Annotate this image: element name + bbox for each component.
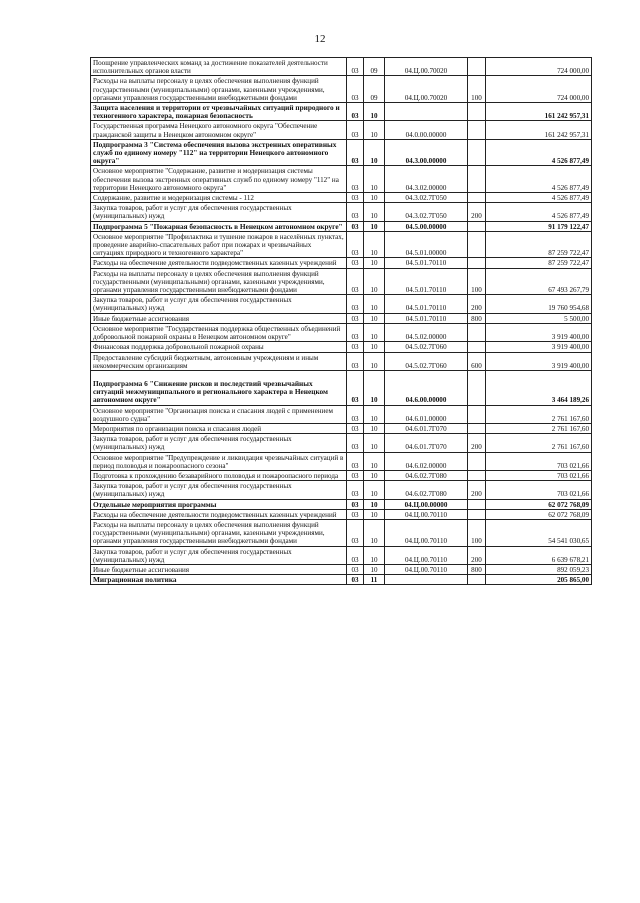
expense-type-cell: [468, 452, 486, 470]
row-name-cell: Предоставление субсидий бюджетным, автономным учреждениям и иным некоммерческим организациям: [91, 352, 347, 370]
row-name-cell: Миграционная политика: [91, 575, 347, 585]
table-row: [91, 166, 592, 193]
expense-type-cell: [468, 193, 486, 203]
amount-cell: 892 059,23: [486, 564, 592, 574]
table-row: [91, 313, 592, 323]
expense-type-cell: [468, 103, 486, 121]
amount-cell: 161 242 957,31: [486, 103, 592, 121]
budget-table: [90, 57, 592, 585]
row-name-cell: Содержание, развитие и модернизация системы - 112: [91, 193, 347, 203]
expense-type-cell: 100: [468, 268, 486, 295]
section-code-cell: 03: [347, 313, 364, 323]
expense-type-cell: [468, 323, 486, 341]
amount-cell: 724 000,00: [486, 58, 592, 76]
row-name-cell: Защита населения и территории от чрезвычайных ситуаций природного и техногенного характера, пожарная безопасность: [91, 103, 347, 121]
amount-cell: 3 464 189,26: [486, 370, 592, 405]
target-article-cell: 04.5.02.7Г060: [385, 342, 468, 352]
expense-type-cell: 100: [468, 519, 486, 546]
section-code-cell: 03: [347, 564, 364, 574]
target-article-cell: 04.5.01.70110: [385, 268, 468, 295]
subsection-code-cell: 09: [364, 76, 385, 103]
row-name-cell: Подпрограмма 6 "Снижение рисков и последствий чрезвычайных ситуаций межмуниципального и регионального характера в Ненецком автономном округе": [91, 370, 347, 405]
row-name-cell: Государственная программа Ненецкого автономного округа "Обеспечение гражданской защиты в Ненецком автономном округе": [91, 121, 347, 139]
target-article-cell: 04.Ц.00.70020: [385, 76, 468, 103]
row-name-cell: Расходы на выплаты персоналу в целях обеспечения выполнения функций государственными (муниципальными) органами, казенными учреждениями, органами управления государственными внебюджетными фондами: [91, 519, 347, 546]
table-row: [91, 470, 592, 480]
row-name-cell: Основное мероприятие "Предупреждение и ликвидация чрезвычайных ситуаций в период половодья и пожароопасного сезона": [91, 452, 347, 470]
target-article-cell: [385, 575, 468, 585]
target-article-cell: 04.Ц.00.70110: [385, 546, 468, 564]
subsection-code-cell: 10: [364, 519, 385, 546]
row-name-cell: Расходы на обеспечение деятельности подведомственных казенных учреждений: [91, 258, 347, 268]
subsection-code-cell: 10: [364, 405, 385, 423]
row-name-cell: Поощрение управленческих команд за достижение показателей деятельности исполнительных органов власти: [91, 58, 347, 76]
subsection-code-cell: 10: [364, 221, 385, 231]
subsection-code-cell: 10: [364, 499, 385, 509]
table-row: [91, 58, 592, 76]
table-row: [91, 342, 592, 352]
expense-type-cell: [468, 139, 486, 166]
row-name-cell: Расходы на обеспечение деятельности подведомственных казенных учреждений: [91, 509, 347, 519]
target-article-cell: 04.6.01.7Г070: [385, 423, 468, 433]
section-code-cell: 03: [347, 203, 364, 221]
section-code-cell: 03: [347, 268, 364, 295]
amount-cell: 87 259 722,47: [486, 258, 592, 268]
subsection-code-cell: 10: [364, 370, 385, 405]
expense-type-cell: [468, 258, 486, 268]
table-row: [91, 203, 592, 221]
row-name-cell: Подпрограмма 5 "Пожарная безопасность в Ненецком автономном округе": [91, 221, 347, 231]
row-name-cell: Подготовка к прохождению безаварийного половодья и пожароопасного периода: [91, 470, 347, 480]
expense-type-cell: [468, 121, 486, 139]
section-code-cell: 03: [347, 295, 364, 313]
section-code-cell: 03: [347, 231, 364, 258]
target-article-cell: 04.6.02.7Г080: [385, 470, 468, 480]
table-row: [91, 76, 592, 103]
amount-cell: 67 493 267,79: [486, 268, 592, 295]
page-number: 12: [314, 33, 326, 45]
section-code-cell: 03: [347, 58, 364, 76]
amount-cell: 205 865,00: [486, 575, 592, 585]
expense-type-cell: [468, 423, 486, 433]
amount-cell: 3 919 400,00: [486, 342, 592, 352]
section-code-cell: 03: [347, 546, 364, 564]
amount-cell: 5 500,00: [486, 313, 592, 323]
target-article-cell: 04.5.01.70110: [385, 313, 468, 323]
amount-cell: 703 021,66: [486, 470, 592, 480]
table-row: [91, 564, 592, 574]
expense-type-cell: 800: [468, 564, 486, 574]
target-article-cell: 04.5.02.00000: [385, 323, 468, 341]
section-code-cell: 03: [347, 575, 364, 585]
amount-cell: 54 541 030,65: [486, 519, 592, 546]
row-name-cell: Закупка товаров, работ и услуг для обеспечения государственных (муниципальных) нужд: [91, 434, 347, 452]
subsection-code-cell: 10: [364, 258, 385, 268]
subsection-code-cell: 10: [364, 470, 385, 480]
target-article-cell: 04.3.02.7Г050: [385, 203, 468, 221]
section-code-cell: 03: [347, 323, 364, 341]
section-code-cell: 03: [347, 121, 364, 139]
expense-type-cell: 800: [468, 313, 486, 323]
row-name-cell: Расходы на выплаты персоналу в целях обеспечения выполнения функций государственными (муниципальными) органами, казенными учреждениями, органами управления государственными внебюджетными фондами: [91, 76, 347, 103]
subsection-code-cell: 10: [364, 509, 385, 519]
target-article-cell: 04.Ц.00.70110: [385, 519, 468, 546]
table-row: [91, 499, 592, 509]
subsection-code-cell: 10: [364, 139, 385, 166]
expense-type-cell: [468, 470, 486, 480]
subsection-code-cell: 10: [364, 423, 385, 433]
target-article-cell: 04.Ц.00.70110: [385, 509, 468, 519]
amount-cell: 703 021,66: [486, 452, 592, 470]
subsection-code-cell: 10: [364, 193, 385, 203]
target-article-cell: 04.5.01.00000: [385, 231, 468, 258]
section-code-cell: 03: [347, 481, 364, 499]
row-name-cell: Иные бюджетные ассигнования: [91, 564, 347, 574]
expense-type-cell: [468, 166, 486, 193]
target-article-cell: 04.5.01.70110: [385, 295, 468, 313]
table-row: [91, 258, 592, 268]
target-article-cell: 04.5.01.70110: [385, 258, 468, 268]
table-row: [91, 434, 592, 452]
expense-type-cell: [468, 499, 486, 509]
table-row: [91, 546, 592, 564]
expense-type-cell: 200: [468, 295, 486, 313]
row-name-cell: Закупка товаров, работ и услуг для обеспечения государственных (муниципальных) нужд: [91, 295, 347, 313]
target-article-cell: 04.Ц.00.00000: [385, 499, 468, 509]
table-row: [91, 193, 592, 203]
section-code-cell: 03: [347, 470, 364, 480]
table-row: [91, 121, 592, 139]
section-code-cell: 03: [347, 423, 364, 433]
table-row: [91, 295, 592, 313]
subsection-code-cell: 10: [364, 564, 385, 574]
amount-cell: 2 761 167,60: [486, 434, 592, 452]
row-name-cell: Закупка товаров, работ и услуг для обеспечения государственных (муниципальных) нужд: [91, 481, 347, 499]
expense-type-cell: [468, 231, 486, 258]
table-row: [91, 352, 592, 370]
subsection-code-cell: 10: [364, 323, 385, 341]
amount-cell: 4 526 877,49: [486, 139, 592, 166]
amount-cell: 724 000,00: [486, 76, 592, 103]
amount-cell: 2 761 167,60: [486, 405, 592, 423]
table-row: [91, 221, 592, 231]
table-row: [91, 268, 592, 295]
amount-cell: 4 526 877,49: [486, 203, 592, 221]
target-article-cell: 04.Ц.00.70110: [385, 564, 468, 574]
amount-cell: 4 526 877,49: [486, 193, 592, 203]
amount-cell: 4 526 877,49: [486, 166, 592, 193]
row-name-cell: Основное мероприятие "Государственная поддержка общественных объединений добровольной пожарной охраны в Ненецком автономном округе": [91, 323, 347, 341]
target-article-cell: [385, 103, 468, 121]
subsection-code-cell: 10: [364, 268, 385, 295]
subsection-code-cell: 10: [364, 352, 385, 370]
table-row: [91, 370, 592, 405]
table-row: [91, 452, 592, 470]
target-article-cell: 04.5.02.7Г060: [385, 352, 468, 370]
expense-type-cell: [468, 58, 486, 76]
amount-cell: 3 919 400,00: [486, 352, 592, 370]
expense-type-cell: [468, 342, 486, 352]
target-article-cell: 04.0.00.00000: [385, 121, 468, 139]
subsection-code-cell: 10: [364, 434, 385, 452]
section-code-cell: 03: [347, 193, 364, 203]
section-code-cell: 03: [347, 519, 364, 546]
subsection-code-cell: 10: [364, 452, 385, 470]
section-code-cell: 03: [347, 342, 364, 352]
target-article-cell: 04.3.02.00000: [385, 166, 468, 193]
table-row: [91, 139, 592, 166]
target-article-cell: 04.6.01.7Г070: [385, 434, 468, 452]
subsection-code-cell: 10: [364, 295, 385, 313]
amount-cell: 703 021,66: [486, 481, 592, 499]
section-code-cell: 03: [347, 370, 364, 405]
subsection-code-cell: 10: [364, 481, 385, 499]
expense-type-cell: [468, 509, 486, 519]
expense-type-cell: 100: [468, 76, 486, 103]
expense-type-cell: 200: [468, 481, 486, 499]
amount-cell: 87 259 722,47: [486, 231, 592, 258]
row-name-cell: Основное мероприятие "Содержание, развитие и модернизация системы обеспечения вызова экстренных оперативных служб по единому номеру "112" на территории Ненецкого автономного округа": [91, 166, 347, 193]
table-row: [91, 423, 592, 433]
row-name-cell: Отдельные мероприятия программы: [91, 499, 347, 509]
subsection-code-cell: 10: [364, 342, 385, 352]
row-name-cell: Расходы на выплаты персоналу в целях обеспечения выполнения функций государственными (муниципальными) органами, казенными учреждениями, органами управления государственными внебюджетными фондами: [91, 268, 347, 295]
table-row: [91, 481, 592, 499]
subsection-code-cell: 10: [364, 231, 385, 258]
subsection-code-cell: 10: [364, 313, 385, 323]
row-name-cell: Основное мероприятие "Организация поиска и спасания людей с применением воздушного судна": [91, 405, 347, 423]
budget-table-body: [91, 58, 592, 585]
subsection-code-cell: 09: [364, 58, 385, 76]
subsection-code-cell: 10: [364, 166, 385, 193]
target-article-cell: 04.Ц.00.70020: [385, 58, 468, 76]
amount-cell: 161 242 957,31: [486, 121, 592, 139]
expense-type-cell: [468, 405, 486, 423]
expense-type-cell: 600: [468, 352, 486, 370]
section-code-cell: 03: [347, 103, 364, 121]
row-name-cell: Мероприятия по организации поиска и спасания людей: [91, 423, 347, 433]
amount-cell: 62 072 768,09: [486, 509, 592, 519]
expense-type-cell: [468, 575, 486, 585]
target-article-cell: 04.6.02.7Г080: [385, 481, 468, 499]
subsection-code-cell: 10: [364, 103, 385, 121]
target-article-cell: 04.5.00.00000: [385, 221, 468, 231]
row-name-cell: Основное мероприятие "Профилактика и тушение пожаров в населённых пунктах, проведение аварийно-спасательных работ при пожарах и чрезвычайных ситуациях природного и техногенного характера": [91, 231, 347, 258]
amount-cell: 3 919 400,00: [486, 323, 592, 341]
subsection-code-cell: 10: [364, 203, 385, 221]
section-code-cell: 03: [347, 405, 364, 423]
table-row: [91, 323, 592, 341]
section-code-cell: 03: [347, 258, 364, 268]
section-code-cell: 03: [347, 166, 364, 193]
subsection-code-cell: 10: [364, 546, 385, 564]
amount-cell: 91 179 122,47: [486, 221, 592, 231]
row-name-cell: Финансовая поддержка добровольной пожарной охраны: [91, 342, 347, 352]
section-code-cell: 03: [347, 499, 364, 509]
target-article-cell: 04.6.02.00000: [385, 452, 468, 470]
section-code-cell: 03: [347, 352, 364, 370]
row-name-cell: Подпрограмма 3 "Система обеспечения вызова экстренных оперативных служб по единому номеру "112" на территории Ненецкого автономного округа": [91, 139, 347, 166]
expense-type-cell: 200: [468, 434, 486, 452]
row-name-cell: Закупка товаров, работ и услуг для обеспечения государственных (муниципальных) нужд: [91, 203, 347, 221]
target-article-cell: 04.3.00.00000: [385, 139, 468, 166]
table-row: [91, 103, 592, 121]
section-code-cell: 03: [347, 509, 364, 519]
section-code-cell: 03: [347, 76, 364, 103]
row-name-cell: Иные бюджетные ассигнования: [91, 313, 347, 323]
target-article-cell: 04.6.00.00000: [385, 370, 468, 405]
table-row: [91, 231, 592, 258]
amount-cell: 2 761 167,60: [486, 423, 592, 433]
expense-type-cell: 200: [468, 546, 486, 564]
table-row: [91, 575, 592, 585]
table-row: [91, 509, 592, 519]
section-code-cell: 03: [347, 452, 364, 470]
subsection-code-cell: 11: [364, 575, 385, 585]
section-code-cell: 03: [347, 221, 364, 231]
amount-cell: 6 639 678,21: [486, 546, 592, 564]
expense-type-cell: 200: [468, 203, 486, 221]
target-article-cell: 04.6.01.00000: [385, 405, 468, 423]
table-row: [91, 405, 592, 423]
amount-cell: 62 072 768,09: [486, 499, 592, 509]
section-code-cell: 03: [347, 434, 364, 452]
table-row: [91, 519, 592, 546]
row-name-cell: Закупка товаров, работ и услуг для обеспечения государственных (муниципальных) нужд: [91, 546, 347, 564]
expense-type-cell: [468, 370, 486, 405]
target-article-cell: 04.3.02.7Г050: [385, 193, 468, 203]
subsection-code-cell: 10: [364, 121, 385, 139]
amount-cell: 19 760 954,68: [486, 295, 592, 313]
section-code-cell: 03: [347, 139, 364, 166]
expense-type-cell: [468, 221, 486, 231]
